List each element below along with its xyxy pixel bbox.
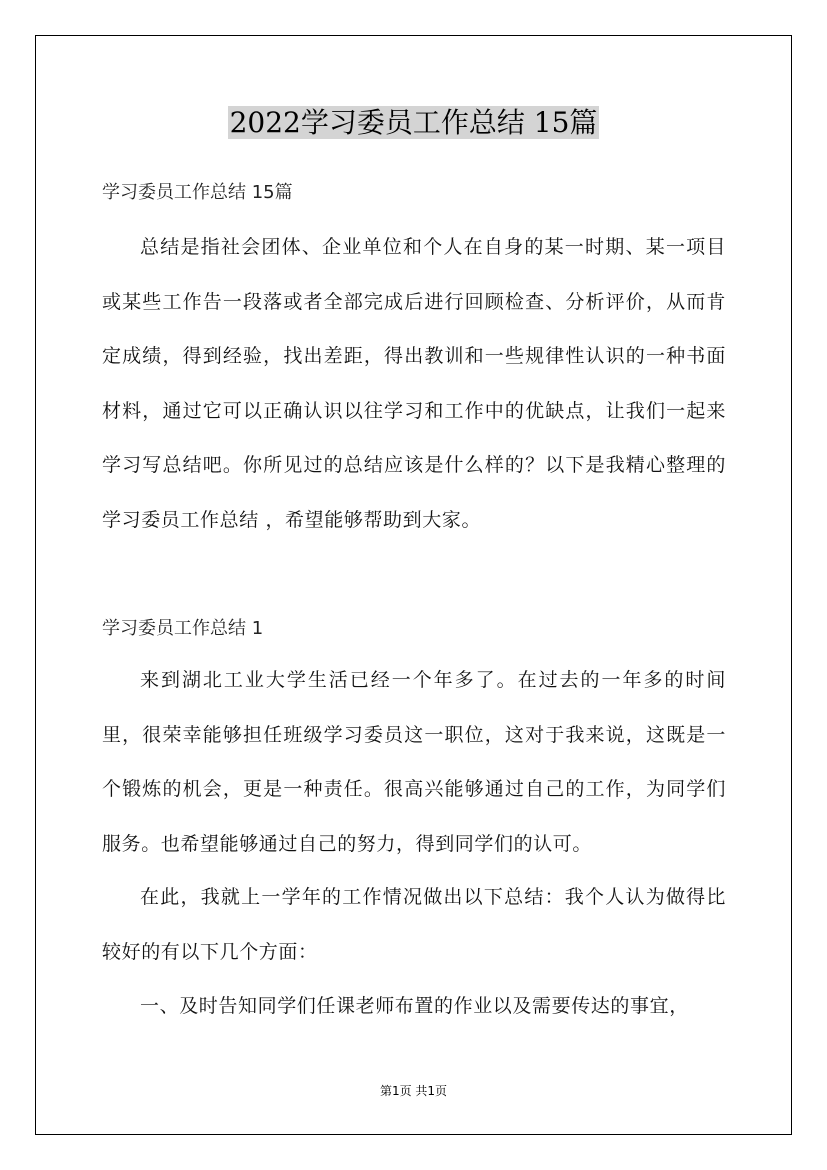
page-footer: 第1页 共1页 <box>379 1084 448 1098</box>
body-paragraph: 来到湖北工业大学生活已经一个年多了。在过去的一年多的时间里，很荣幸能够担任班级学习委员这一职位，这对于我来说，这既是一个锻炼的机会，更是一种责任。很高兴能够通过自己的工作，为同学们服务。也希望能够通过自己的努力，得到同学们的认可。 <box>102 669 726 855</box>
body-paragraph: 一、及时告知同学们任课老师布置的作业以及需要传达的事宜， <box>140 995 689 1017</box>
body-paragraph: 在此，我就上一学年的工作情况做出以下总结：我个人认为做得比较好的有以下几个方面： <box>102 886 726 963</box>
intro-paragraph: 总结是指社会团体、企业单位和个人在自身的某一时期、某一项目或某些工作告一段落或者全部完成后进行回顾检查、分析评价，从而肯定成绩，得到经验，找出差距，得出教训和一些规律性认识的一种书面材料，通过它可以正确认识以往学习和工作中的优缺点，让我们一起来学习写总结吧。你所见过的总结应该是什么样的？以下是我精心整理的学习委员工作总结 ，希望能够帮助到大家。 <box>102 236 726 531</box>
document-title-text: 2022学习委员工作总结 15篇 <box>229 106 598 139</box>
document-subtitle: 学习委员工作总结 15篇 <box>102 182 293 203</box>
document-title <box>0 103 827 143</box>
section-heading: 学习委员工作总结 1 <box>102 618 264 639</box>
